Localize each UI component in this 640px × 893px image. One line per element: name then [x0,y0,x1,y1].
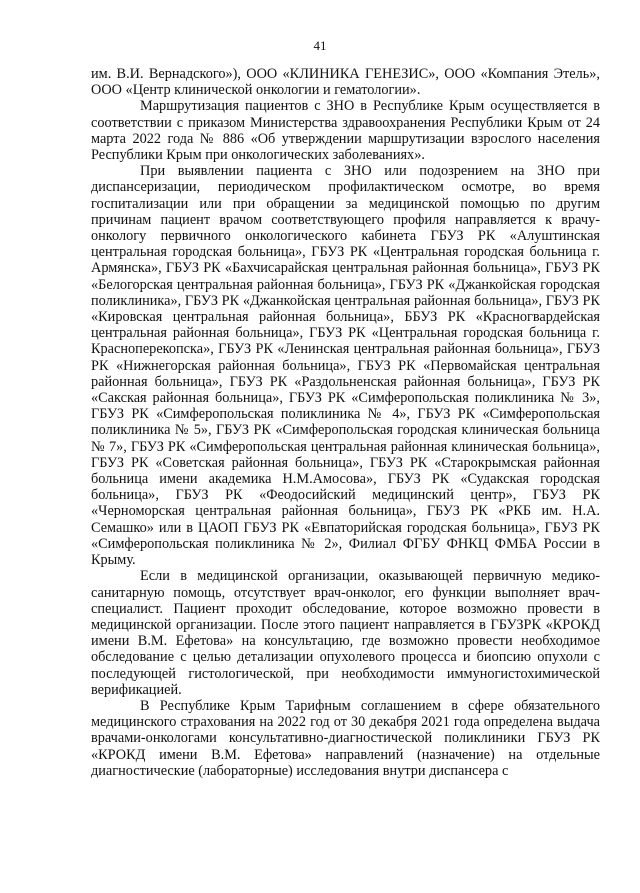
paragraph-primary-oncology-offices: При выявлении пациента с ЗНО или подозрением на ЗНО при диспансеризации, периодическом профилактическом осмотре, во время госпитализации или при обращении за медицинской помощью по другим причинам пациент врачом соответствующего профиля направляется к врачу-онкологу первичного онкологического кабинета ГБУЗ РК «Алуштинская центральная городская больница», ГБУЗ РК «Центральная городская больница г. Армянска», ГБУЗ РК «Бахчисарайская центральная районная больница», ГБУЗ РК «Белогорская центральная районная больница», ГБУЗ РК «Джанкойская городская поликлиника», ГБУЗ РК «Джанкойская центральная районная больница», ГБУЗ РК «Кировская центральная районная больница», ББУЗ РК «Красногвардейская центральная районная больница», ГБУЗ РК «Центральная городская больница г. Красноперекопска», ГБУЗ РК «Ленинская центральная районная больница», ГБУЗ РК «Нижнегорская районная больница», ГБУЗ РК «Первомайская центральная районная больница», ГБУЗ РК «Раздольненская районная больница», ГБУЗ РК «Сакская районная больница», ГБУЗ РК «Симферопольская поликлиника № 3», ГБУЗ РК «Симферопольская поликлиника № 4», ГБУЗ РК «Симферопольская поликлиника № 5», ГБУЗ РК «Симферопольская городская клиническая больница № 7», ГБУЗ РК «Симферопольская центральная районная клиническая больница», ГБУЗ РК «Советская районная больница», ГБУЗ РК «Старокрымская районная больница имени академика Н.М.Амосова», ГБУЗ РК «Судакская городская больница», ГБУЗ РК «Феодосийский медицинский центр», ГБУЗ РК «Черноморская центральная районная больница», ГБУЗ РК «РКБ им. Н.А. Семашко» или в ЦАОП ГБУЗ РК «Евпаторийская городская больница», ГБУЗ РК «Симферопольская поликлиника № 2», Филиал ФГБУ ФНКЦ ФМБА России в Крыму. [91,163,600,569]
paragraph-continuation: им. В.И. Вернадского»), ООО «КЛИНИКА ГЕНЕЗИС», ООО «Компания Этель», ООО «Центр клинической онкологии и гематологии». [91,66,600,99]
page-number: 41 [313,38,327,53]
document-body [91,66,600,779]
paragraph-tariff-agreement: В Республике Крым Тарифным соглашением в сфере обязательного медицинского страхования на 2022 год от 30 декабря 2021 года определена выдача врачами-онкологами консультативно-диагностической поликлиники ГБУЗ РК «КРОКД имени В.М. Ефетова» направлений (назначение) на отдельные диагностические (лабораторные) исследования внутри диспансера с [91,697,600,779]
paragraph-no-oncologist: Если в медицинской организации, оказывающей первичную медико-санитарную помощь, отсутствует врач-онколог, его функции выполняет врач-специалист. Пациент проходит обследование, которое возможно провести в медицинской организации. После этого пациент направляется в ГБУЗРК «КРОКД имени В.М. Ефетова» на консультацию, где возможно провести необходимое обследование с целью детализации опухолевого процесса и биопсию опухоли с последующей гистологической, при необходимости иммуногистохимической верификацией. [91,568,600,698]
paragraph-routing: Маршрутизация пациентов с ЗНО в Республике Крым осуществляется в соответствии с приказом Министерства здравоохранения Республики Крым от 24 марта 2022 года № 886 «Об утверждении маршрутизации взрослого населения Республики Крым при онкологических заболеваниях». [91,98,600,164]
